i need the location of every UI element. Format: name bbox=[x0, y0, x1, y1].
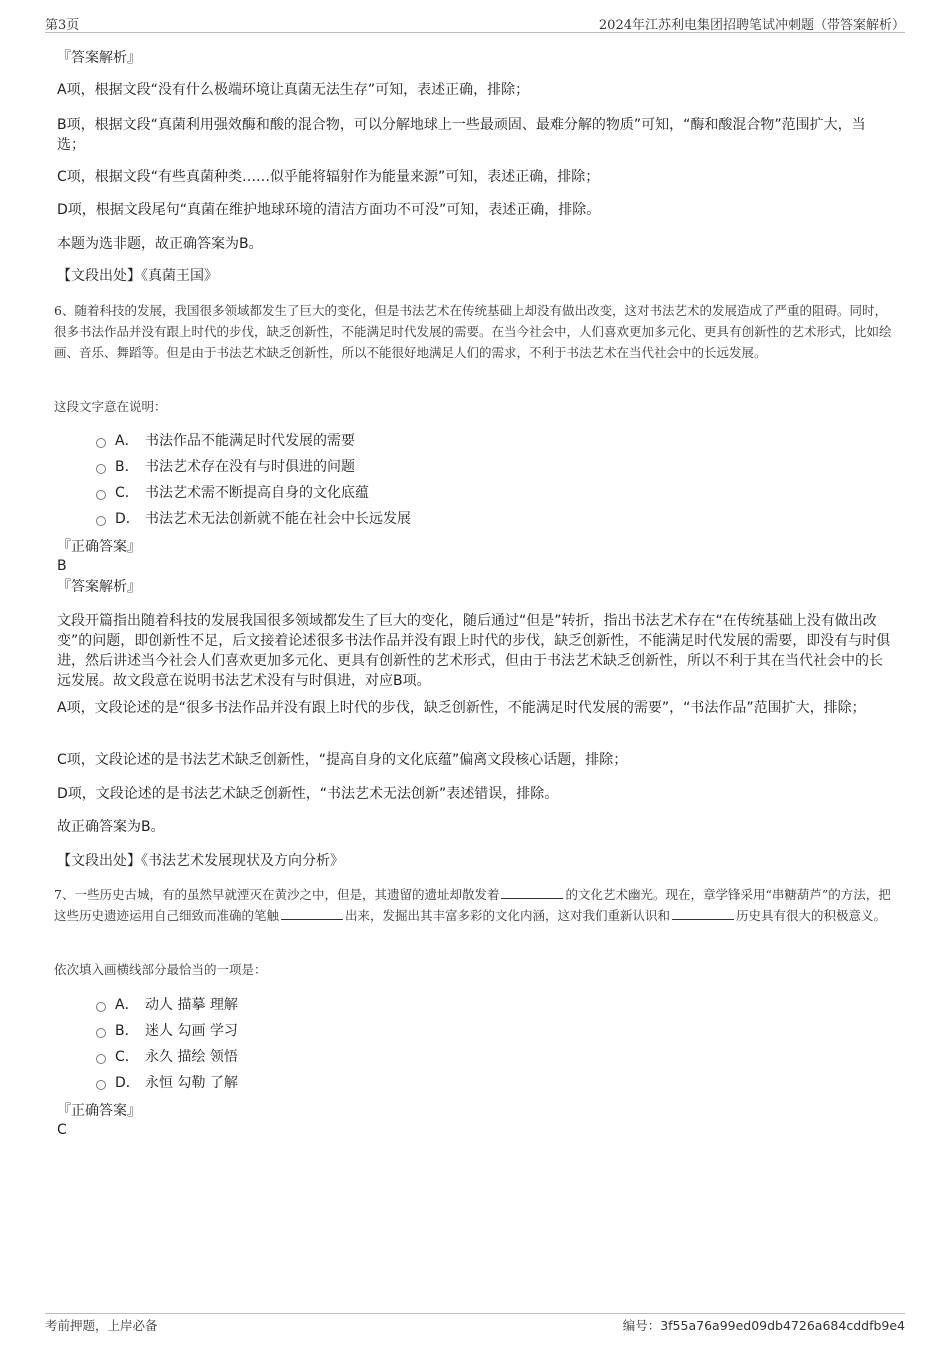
q6-conclusion: 故正确答案为B。 bbox=[57, 819, 165, 835]
q6-option-a[interactable]: A． 书法作品不能满足时代发展的需要 bbox=[96, 431, 355, 451]
q6-correct-answer: B bbox=[57, 558, 67, 574]
q6-analysis-a: A项，文段论述的是“很多书法作品并没有跟上时代的步伐，缺乏创新性，不能满足时代发展的需要”，“书法作品”范围扩大，排除； bbox=[57, 700, 866, 716]
q6-analysis-label: 『答案解析』 bbox=[57, 579, 141, 595]
q6-source: 【文段出处】《书法艺术发展现状及方向分析》 bbox=[57, 853, 344, 869]
q7-option-a[interactable]: A． 动人 描摹 理解 bbox=[96, 995, 238, 1015]
q6-option-c[interactable]: C． 书法艺术需不断提高自身的文化底蕴 bbox=[96, 483, 369, 503]
q6-option-d[interactable]: D． 书法艺术无法创新就不能在社会中长远发展 bbox=[96, 509, 411, 529]
q7-correct-label: 『正确答案』 bbox=[57, 1103, 141, 1119]
q5-analysis-d: D项，根据文段尾句“真菌在维护地球环境的清洁方面功不可没”可知，表述正确，排除。 bbox=[57, 202, 601, 218]
q5-conclusion: 本题为选非题，故正确答案为B。 bbox=[57, 236, 263, 252]
page-header bbox=[45, 12, 905, 33]
q7-prompt: 依次填入画横线部分最恰当的一项是： bbox=[54, 962, 267, 977]
radio-icon[interactable] bbox=[96, 1028, 106, 1038]
q6-prompt: 这段文字意在说明： bbox=[54, 399, 167, 414]
radio-icon[interactable] bbox=[96, 464, 106, 474]
q5-analysis-b: B项，根据文段“真菌利用强效酶和酸的混合物，可以分解地球上一些最顽固、最难分解的物质”可知，“酶和酸混合物”范围扩大，当选； bbox=[57, 117, 866, 153]
radio-icon[interactable] bbox=[96, 516, 106, 526]
q7-option-b[interactable]: B． 迷人 勾画 学习 bbox=[96, 1021, 238, 1041]
q5-source: 【文段出处】《真菌王国》 bbox=[57, 268, 218, 284]
fill-blank-1 bbox=[501, 886, 563, 899]
q6-analysis-main: 文段开篇指出随着科技的发展我国很多领域都发生了巨大的变化，随后通过“但是”转折，指出书法艺术存在“在传统基础上没有做出改变”的问题，即创新性不足，后文接着论述很多书法作品并没有跟上时代的步伐，缺乏创新性，不能满足时代发展的需要，即没有与时俱进，然后讲述当今社会人们喜欢更加多元化、更具有创新性的艺术形式，但由于书法艺术缺乏创新性，所以不利于其在当代社会中的长远发展。故文段意在说明书法艺术没有与时俱进，对应B项。 bbox=[57, 613, 891, 689]
q6-correct-label: 『正确答案』 bbox=[57, 539, 141, 555]
q7-stem: 7、一些历史古城，有的虽然早就湮灭在黄沙之中，但是，其遗留的遗址却散发着 的文化艺术幽光。现在，章学锋采用“串糖葫芦”的方法，把这些历史遗迹运用自己细致而准确的笔触 出来，发掘出其丰富多彩的文化内涵，这对我们重新认识和 历史具有很大的积极意义。 bbox=[54, 887, 891, 923]
radio-icon[interactable] bbox=[96, 1002, 106, 1012]
page-number: 第3页 bbox=[45, 18, 80, 33]
radio-icon[interactable] bbox=[96, 1080, 106, 1090]
fill-blank-2 bbox=[281, 907, 343, 920]
footer-slogan: 考前押题，上岸必备 bbox=[45, 1318, 158, 1333]
q5-analysis-a: A项，根据文段“没有什么极端环境让真菌无法生存”可知，表述正确，排除； bbox=[57, 82, 530, 98]
q5-analysis-c: C项，根据文段“有些真菌种类……似乎能将辐射作为能量来源”可知，表述正确，排除； bbox=[57, 169, 600, 185]
radio-icon[interactable] bbox=[96, 1054, 106, 1064]
q6-option-b[interactable]: B． 书法艺术存在没有与时俱进的问题 bbox=[96, 457, 355, 477]
page-footer bbox=[45, 1313, 905, 1336]
fill-blank-3 bbox=[672, 907, 734, 920]
document-title: 2024年江苏利电集团招聘笔试冲刺题（带答案解析） bbox=[598, 18, 905, 33]
q7-option-c[interactable]: C． 永久 描绘 领悟 bbox=[96, 1047, 238, 1067]
q5-analysis-label: 『答案解析』 bbox=[57, 50, 141, 66]
document-code: 编号：3f55a76a99ed09db4726a684cddfb9e4 bbox=[622, 1318, 905, 1333]
radio-icon[interactable] bbox=[96, 438, 106, 448]
q6-analysis-d: D项，文段论述的是书法艺术缺乏创新性，“书法艺术无法创新”表述错误，排除。 bbox=[57, 786, 559, 802]
radio-icon[interactable] bbox=[96, 490, 106, 500]
q7-option-d[interactable]: D． 永恒 勾勒 了解 bbox=[96, 1073, 238, 1093]
q7-correct-answer: C bbox=[57, 1122, 67, 1138]
q6-analysis-c: C项，文段论述的是书法艺术缺乏创新性，“提高自身的文化底蕴”偏离文段核心话题，排除； bbox=[57, 752, 628, 768]
q6-stem: 6、随着科技的发展，我国很多领域都发生了巨大的变化，但是书法艺术在传统基础上却没有做出改变，这对书法艺术的发展造成了严重的阻碍。同时，很多书法作品并没有跟上时代的步伐，缺乏创新性，不能满足时代发展的需要。在当今社会中，人们喜欢更加多元化、更具有创新性的艺术形式，比如绘画、音乐、舞蹈等。但是由于书法艺术缺乏创新性，所以不能很好地满足人们的需求，不利于书法艺术在当代社会中的长远发展。 bbox=[54, 303, 892, 360]
